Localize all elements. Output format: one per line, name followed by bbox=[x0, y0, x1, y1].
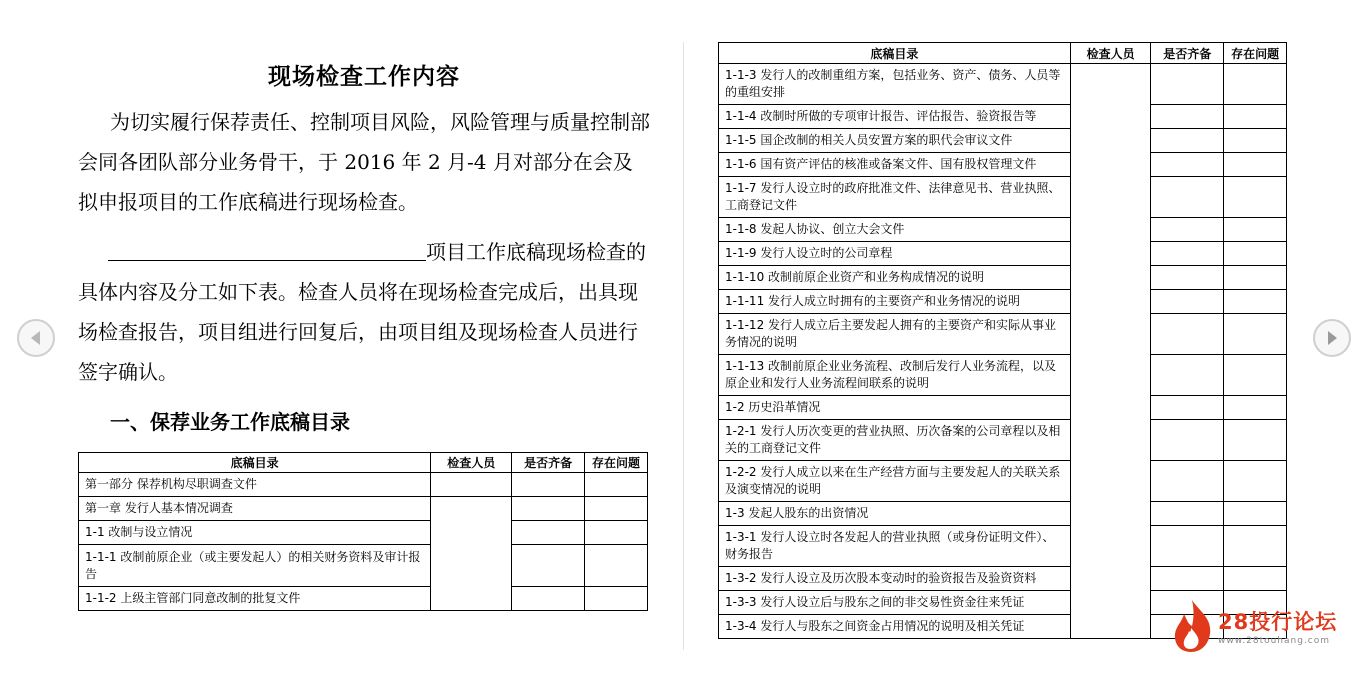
table-cell: 1-1-6 国有资产评估的核准或备案文件、国有股权管理文件 bbox=[719, 153, 1071, 177]
table-cell-empty bbox=[1151, 177, 1224, 218]
table-cell-empty bbox=[1224, 314, 1287, 355]
table-cell: 1-1-3 发行人的改制重组方案，包括业务、资产、债务、人员等的重组安排 bbox=[719, 64, 1071, 105]
table-cell-empty bbox=[585, 497, 648, 521]
table-cell: 1-1-13 改制前原企业业务流程、改制后发行人业务流程，以及原企业和发行人业务流程间联系的说明 bbox=[719, 355, 1071, 396]
table-cell-empty bbox=[585, 587, 648, 611]
table-cell: 1-3-4 发行人与股东之间资金占用情况的说明及相关凭证 bbox=[719, 615, 1071, 639]
header-directory: 底稿目录 bbox=[79, 453, 431, 473]
table-cell-empty bbox=[1151, 314, 1224, 355]
left-table bbox=[78, 452, 648, 611]
table-cell-empty bbox=[1224, 396, 1287, 420]
header-complete: 是否齐备 bbox=[1151, 43, 1224, 64]
table-cell-empty bbox=[1151, 567, 1224, 591]
table-cell-empty bbox=[1224, 526, 1287, 567]
table-row bbox=[719, 177, 1287, 218]
table-cell-empty bbox=[1224, 129, 1287, 153]
table-cell: 1-1-12 发行人成立后主要发起人拥有的主要资产和实际从事业务情况的说明 bbox=[719, 314, 1071, 355]
table-cell-empty bbox=[1151, 396, 1224, 420]
table-cell-empty bbox=[1151, 218, 1224, 242]
table-cell-empty bbox=[1224, 153, 1287, 177]
chevron-left-icon bbox=[19, 321, 53, 355]
table-row bbox=[79, 497, 648, 521]
header-inspector: 检查人员 bbox=[431, 453, 512, 473]
table-cell-empty bbox=[512, 497, 585, 521]
table-cell-empty bbox=[1224, 461, 1287, 502]
table-cell: 1-2-1 发行人历次变更的营业执照、历次备案的公司章程以及相关的工商登记文件 bbox=[719, 420, 1071, 461]
table-cell-empty bbox=[585, 473, 648, 497]
header-directory: 底稿目录 bbox=[719, 43, 1071, 64]
right-table bbox=[718, 42, 1287, 639]
table-row bbox=[719, 153, 1287, 177]
table-header-row bbox=[719, 43, 1287, 64]
table-row bbox=[719, 396, 1287, 420]
table-cell: 1-1-10 改制前原企业资产和业务构成情况的说明 bbox=[719, 266, 1071, 290]
table-cell: 1-1-2 上级主管部门同意改制的批复文件 bbox=[79, 587, 431, 611]
table-row bbox=[79, 545, 648, 587]
table-header-row bbox=[79, 453, 648, 473]
prev-page-button[interactable] bbox=[17, 319, 55, 357]
table-row bbox=[719, 266, 1287, 290]
table-cell: 1-1-1 改制前原企业（或主要发起人）的相关财务资料及审计报告 bbox=[79, 545, 431, 587]
table-cell: 1-3-3 发行人设立后与股东之间的非交易性资金往来凭证 bbox=[719, 591, 1071, 615]
table-row bbox=[719, 314, 1287, 355]
paragraph-scope bbox=[78, 232, 650, 392]
table-cell: 1-1-7 发行人设立时的政府批准文件、法律意见书、营业执照、工商登记文件 bbox=[719, 177, 1071, 218]
table-cell-empty bbox=[512, 521, 585, 545]
table-cell-empty bbox=[1151, 266, 1224, 290]
table-cell: 1-1-4 改制时所做的专项审计报告、评估报告、验资报告等 bbox=[719, 105, 1071, 129]
watermark-name: 28投行论坛 bbox=[1218, 610, 1338, 634]
header-inspector: 检查人员 bbox=[1070, 43, 1151, 64]
table-cell-empty bbox=[1224, 502, 1287, 526]
header-complete: 是否齐备 bbox=[512, 453, 585, 473]
table-cell-empty bbox=[1151, 129, 1224, 153]
table-row bbox=[719, 502, 1287, 526]
table-cell-empty bbox=[512, 545, 585, 587]
table-row bbox=[719, 567, 1287, 591]
page-title: 现场检查工作内容 bbox=[268, 63, 460, 90]
table-cell-empty bbox=[1224, 567, 1287, 591]
table-row bbox=[719, 526, 1287, 567]
table-cell-empty bbox=[1151, 355, 1224, 396]
table-cell-empty bbox=[1151, 153, 1224, 177]
table-row bbox=[719, 218, 1287, 242]
table-row bbox=[79, 587, 648, 611]
table-cell-empty bbox=[1151, 502, 1224, 526]
table-cell-merged bbox=[1070, 64, 1151, 639]
paragraph-intro: 为切实履行保荐责任、控制项目风险，风险管理与质量控制部会同各团队部分业务骨干，于 2016 年 2 月-4 月对部分在会及拟申报项目的工作底稿进行现场检查。 bbox=[78, 110, 650, 214]
table-cell-empty bbox=[512, 473, 585, 497]
table-row bbox=[79, 521, 648, 545]
table-row bbox=[719, 129, 1287, 153]
table-cell-empty bbox=[1224, 266, 1287, 290]
table-cell: 1-3-2 发行人设立及历次股本变动时的验资报告及验资资料 bbox=[719, 567, 1071, 591]
table-row bbox=[719, 242, 1287, 266]
chevron-right-icon bbox=[1315, 321, 1349, 355]
table-cell-merged bbox=[431, 497, 512, 611]
table-row bbox=[719, 290, 1287, 314]
table-cell: 1-3-1 发行人设立时各发起人的营业执照（或身份证明文件）、财务报告 bbox=[719, 526, 1071, 567]
table-cell-empty bbox=[585, 521, 648, 545]
table-cell-empty bbox=[512, 587, 585, 611]
table-cell-empty bbox=[1224, 355, 1287, 396]
watermark-logo bbox=[1170, 598, 1340, 656]
table-cell-empty bbox=[1151, 64, 1224, 105]
section-heading: 一、保荐业务工作底稿目录 bbox=[110, 410, 350, 434]
watermark-url: www.28touhang.com bbox=[1218, 636, 1331, 646]
table-cell: 1-2 历史沿革情况 bbox=[719, 396, 1071, 420]
table-cell-empty bbox=[1224, 64, 1287, 105]
table-cell: 第一部分 保荐机构尽职调查文件 bbox=[79, 473, 431, 497]
header-issues: 存在问题 bbox=[585, 453, 648, 473]
table-cell-empty bbox=[1151, 526, 1224, 567]
table-cell-empty bbox=[1151, 420, 1224, 461]
table-cell-empty bbox=[1224, 290, 1287, 314]
table-cell-empty bbox=[1151, 105, 1224, 129]
table-cell-empty bbox=[431, 473, 512, 497]
table-cell-empty bbox=[1224, 218, 1287, 242]
table-row bbox=[719, 461, 1287, 502]
table-cell-empty bbox=[1151, 461, 1224, 502]
table-row bbox=[79, 473, 648, 497]
header-issues: 存在问题 bbox=[1224, 43, 1287, 64]
table-cell: 1-1-5 国企改制的相关人员安置方案的职代会审议文件 bbox=[719, 129, 1071, 153]
table-row bbox=[719, 105, 1287, 129]
table-cell-empty bbox=[1224, 105, 1287, 129]
table-cell-empty bbox=[1151, 242, 1224, 266]
table-cell-empty bbox=[1224, 420, 1287, 461]
table-cell-empty bbox=[1151, 290, 1224, 314]
next-page-button[interactable] bbox=[1313, 319, 1351, 357]
page-divider bbox=[683, 42, 684, 650]
flame-icon bbox=[1170, 598, 1216, 654]
table-cell: 1-1-8 发起人协议、创立大会文件 bbox=[719, 218, 1071, 242]
table-row bbox=[719, 355, 1287, 396]
table-cell: 第一章 发行人基本情况调查 bbox=[79, 497, 431, 521]
table-cell: 1-1 改制与设立情况 bbox=[79, 521, 431, 545]
table-cell-empty bbox=[585, 545, 648, 587]
table-cell: 1-3 发起人股东的出资情况 bbox=[719, 502, 1071, 526]
table-row bbox=[719, 420, 1287, 461]
blank-line bbox=[108, 240, 426, 261]
table-cell: 1-2-2 发行人成立以来在生产经营方面与主要发起人的关联关系及演变情况的说明 bbox=[719, 461, 1071, 502]
table-row bbox=[719, 64, 1287, 105]
table-cell-empty bbox=[1224, 177, 1287, 218]
paragraph-scope-text: 项目工作底稿现场检查的具体内容及分工如下表。检查人员将在现场检查完成后，出具现场检查报告，项目组进行回复后，由项目组及现场检查人员进行签字确认。 bbox=[78, 240, 646, 384]
table-cell: 1-1-9 发行人设立时的公司章程 bbox=[719, 242, 1071, 266]
table-cell: 1-1-11 发行人成立时拥有的主要资产和业务情况的说明 bbox=[719, 290, 1071, 314]
table-cell-empty bbox=[1224, 242, 1287, 266]
